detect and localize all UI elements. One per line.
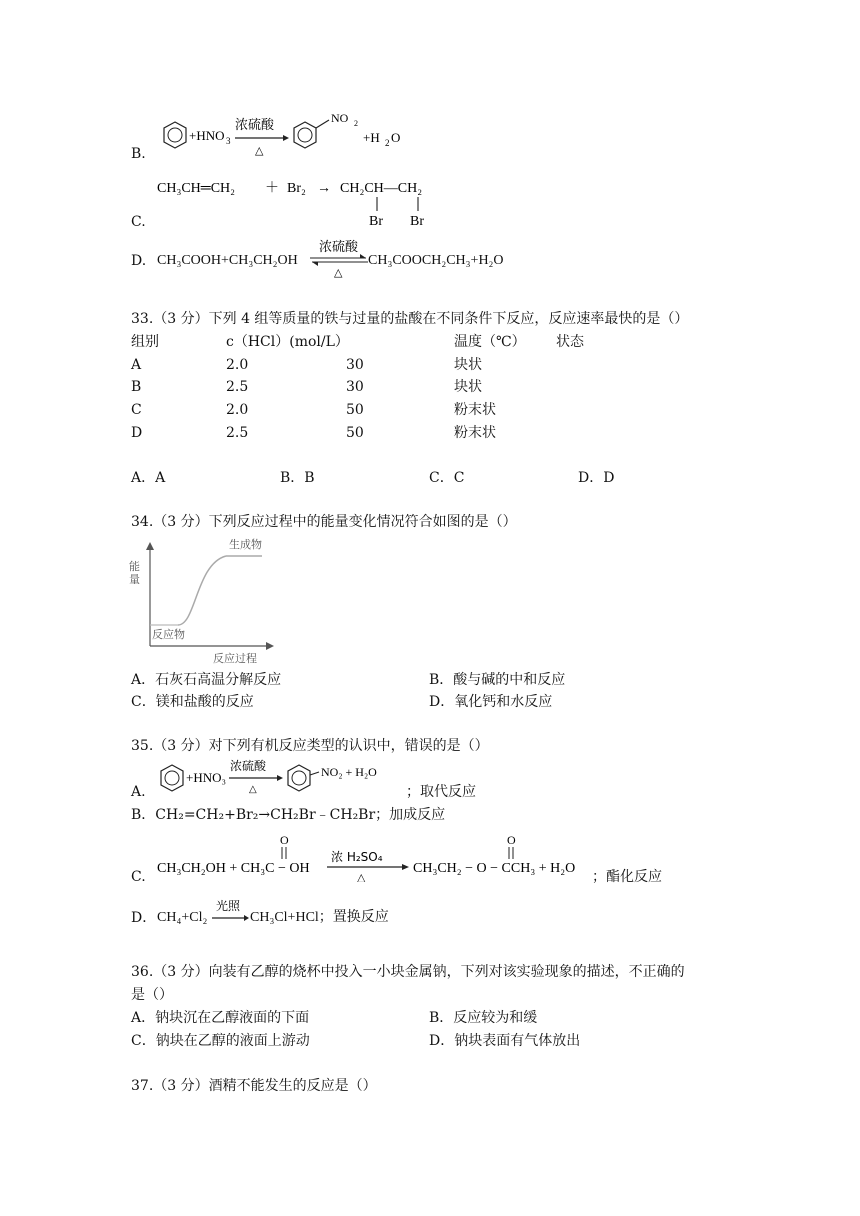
- answer-option-d: D．氧化钙和水反应: [429, 694, 553, 710]
- chlorination-products: CH₃Cl+HCl；置换反应: [250, 910, 389, 925]
- svg-text:CH₃CH═CH₂: CH₃CH═CH₂: [157, 181, 236, 196]
- svg-text:O: O: [507, 833, 516, 847]
- svg-text:浓硫酸: 浓硫酸: [230, 759, 267, 773]
- svg-text:CH₃CH₂ − O − CCH₃ + H₂O: CH₃CH₂ − O − CCH₃ + H₂O: [413, 861, 576, 876]
- table-header: 状态: [556, 334, 584, 350]
- answer-option-b: B．B: [280, 470, 315, 486]
- answer-option-b: B．反应较为和缓: [429, 1010, 538, 1026]
- nitration-equation-image: [155, 758, 405, 804]
- y-axis-label-char: 能: [129, 560, 140, 573]
- reaction-type: ；酯化反应: [592, 869, 662, 885]
- bromination-equation-image: [155, 176, 455, 232]
- svg-text:CH₃CH₂OH + CH₃C − OH: CH₃CH₂OH + CH₃C − OH: [157, 861, 310, 876]
- x-axis-label: 反应过程: [213, 652, 257, 665]
- question-stem: 36.（3 分）向装有乙醇的烧杯中投入一小块金属钠，下列对该实验现象的描述，不正确的: [131, 964, 685, 980]
- option-b-text: B．CH₂=CH₂+Br₂→CH₂Br﹣CH₂Br；加成反应: [131, 807, 446, 823]
- reaction-type: ；取代反应: [406, 784, 476, 800]
- energy-curve: [178, 556, 226, 625]
- answer-option-d: D．钠块表面有气体放出: [429, 1033, 581, 1049]
- benzene-ring-icon: [161, 765, 183, 791]
- svg-text:△: △: [249, 784, 257, 795]
- svg-text:+HNO₃: +HNO₃: [186, 770, 227, 785]
- light-arrow-image: [210, 898, 250, 924]
- benzene-ring-icon: [164, 122, 186, 148]
- answer-option-a: A．钠块沉在乙醇液面的下面: [131, 1010, 310, 1026]
- question-stem-continued: 是（）: [131, 987, 173, 1003]
- svg-text:＋: ＋: [265, 181, 279, 196]
- svg-text:Br₂: Br₂: [287, 181, 306, 196]
- table-cell: C: [131, 402, 142, 418]
- table-header: 组别: [131, 334, 159, 350]
- energy-diagram: [126, 536, 276, 670]
- question-stem: 34.（3 分）下列反应过程中的能量变化情况符合如图的是（）: [131, 514, 517, 530]
- reagent-text: +HNO: [189, 128, 225, 143]
- product-label: 生成物: [229, 538, 262, 551]
- table-header: c（HCl）(mol/L）: [226, 334, 349, 350]
- option-label: C.: [131, 869, 146, 885]
- svg-text:O: O: [391, 130, 401, 145]
- question-stem: 33.（3 分）下列 4 组等质量的铁与过量的盐酸在不同条件下反应，反应速率最快的是（）: [131, 311, 689, 327]
- svg-text:→: →: [317, 181, 331, 196]
- table-cell: 粉末状: [454, 402, 496, 418]
- benzene-ring-icon: [288, 765, 310, 791]
- svg-text:NO₂ + H₂O: NO₂ + H₂O: [321, 765, 377, 779]
- svg-text:CH₂CH—CH₂: CH₂CH—CH₂: [340, 181, 423, 196]
- esterification-products: CH₃COOCH₂CH₃+H₂O: [368, 253, 504, 268]
- option-label: A.: [131, 784, 146, 800]
- benzene-ring-icon: [294, 122, 316, 148]
- table-cell: 50: [346, 402, 364, 418]
- chlorination-reactants: CH₄+Cl₂: [157, 910, 208, 925]
- svg-text:△: △: [334, 267, 343, 279]
- svg-text:O: O: [280, 833, 289, 847]
- table-cell: D: [131, 425, 143, 441]
- answer-option-a: A．A: [131, 470, 166, 486]
- svg-text:△: △: [255, 145, 264, 157]
- svg-text:+H: +H: [363, 130, 380, 145]
- svg-text:3: 3: [226, 136, 231, 146]
- reactant-label: 反应物: [152, 628, 185, 641]
- svg-text:2: 2: [354, 119, 358, 128]
- table-header: 温度（℃）: [454, 334, 526, 350]
- option-label: B.: [131, 146, 146, 162]
- svg-text:Br: Br: [410, 214, 424, 229]
- option-label: C.: [131, 214, 146, 230]
- svg-text:NO: NO: [331, 111, 349, 125]
- y-axis-label-char: 量: [129, 573, 140, 586]
- esterification-equation-image: [155, 830, 595, 882]
- table-cell: 粉末状: [454, 425, 496, 441]
- nitration-equation-image: [155, 108, 425, 164]
- answer-option-a: A．石灰石高温分解反应: [131, 672, 282, 688]
- answer-option-c: C．钠块在乙醇的液面上游动: [131, 1033, 310, 1049]
- esterification-reactants: CH₃COOH+CH₃CH₂OH: [157, 253, 298, 268]
- question-stem: 35.（3 分）对下列有机反应类型的认识中，错误的是（）: [131, 738, 489, 754]
- table-cell: 2.5: [226, 425, 249, 441]
- table-cell: 30: [346, 379, 364, 395]
- svg-text:浓硫酸: 浓硫酸: [235, 118, 275, 133]
- answer-option-b: B．酸与碱的中和反应: [429, 672, 566, 688]
- table-cell: 块状: [454, 379, 482, 395]
- answer-option-c: C．C: [429, 470, 465, 486]
- table-cell: 2.0: [226, 357, 249, 373]
- table-cell: B: [131, 379, 142, 395]
- question-stem: 37.（3 分）酒精不能发生的反应是（）: [131, 1078, 377, 1094]
- answer-option-d: D．D: [578, 470, 615, 486]
- table-cell: 50: [346, 425, 364, 441]
- table-cell: 2.5: [226, 379, 249, 395]
- svg-text:Br: Br: [369, 214, 383, 229]
- svg-text:浓 H₂SO₄: 浓 H₂SO₄: [331, 850, 383, 864]
- table-cell: 30: [346, 357, 364, 373]
- option-label: D.: [131, 253, 147, 269]
- table-cell: 2.0: [226, 402, 249, 418]
- answer-option-c: C．镁和盐酸的反应: [131, 694, 254, 710]
- table-cell: A: [131, 357, 142, 373]
- reversible-arrow-image: [308, 238, 370, 280]
- svg-text:浓硫酸: 浓硫酸: [319, 240, 359, 255]
- table-cell: 块状: [454, 357, 482, 373]
- svg-text:△: △: [357, 872, 366, 882]
- svg-text:2: 2: [385, 138, 390, 148]
- svg-text:光照: 光照: [216, 899, 241, 913]
- option-label: D．: [131, 910, 157, 926]
